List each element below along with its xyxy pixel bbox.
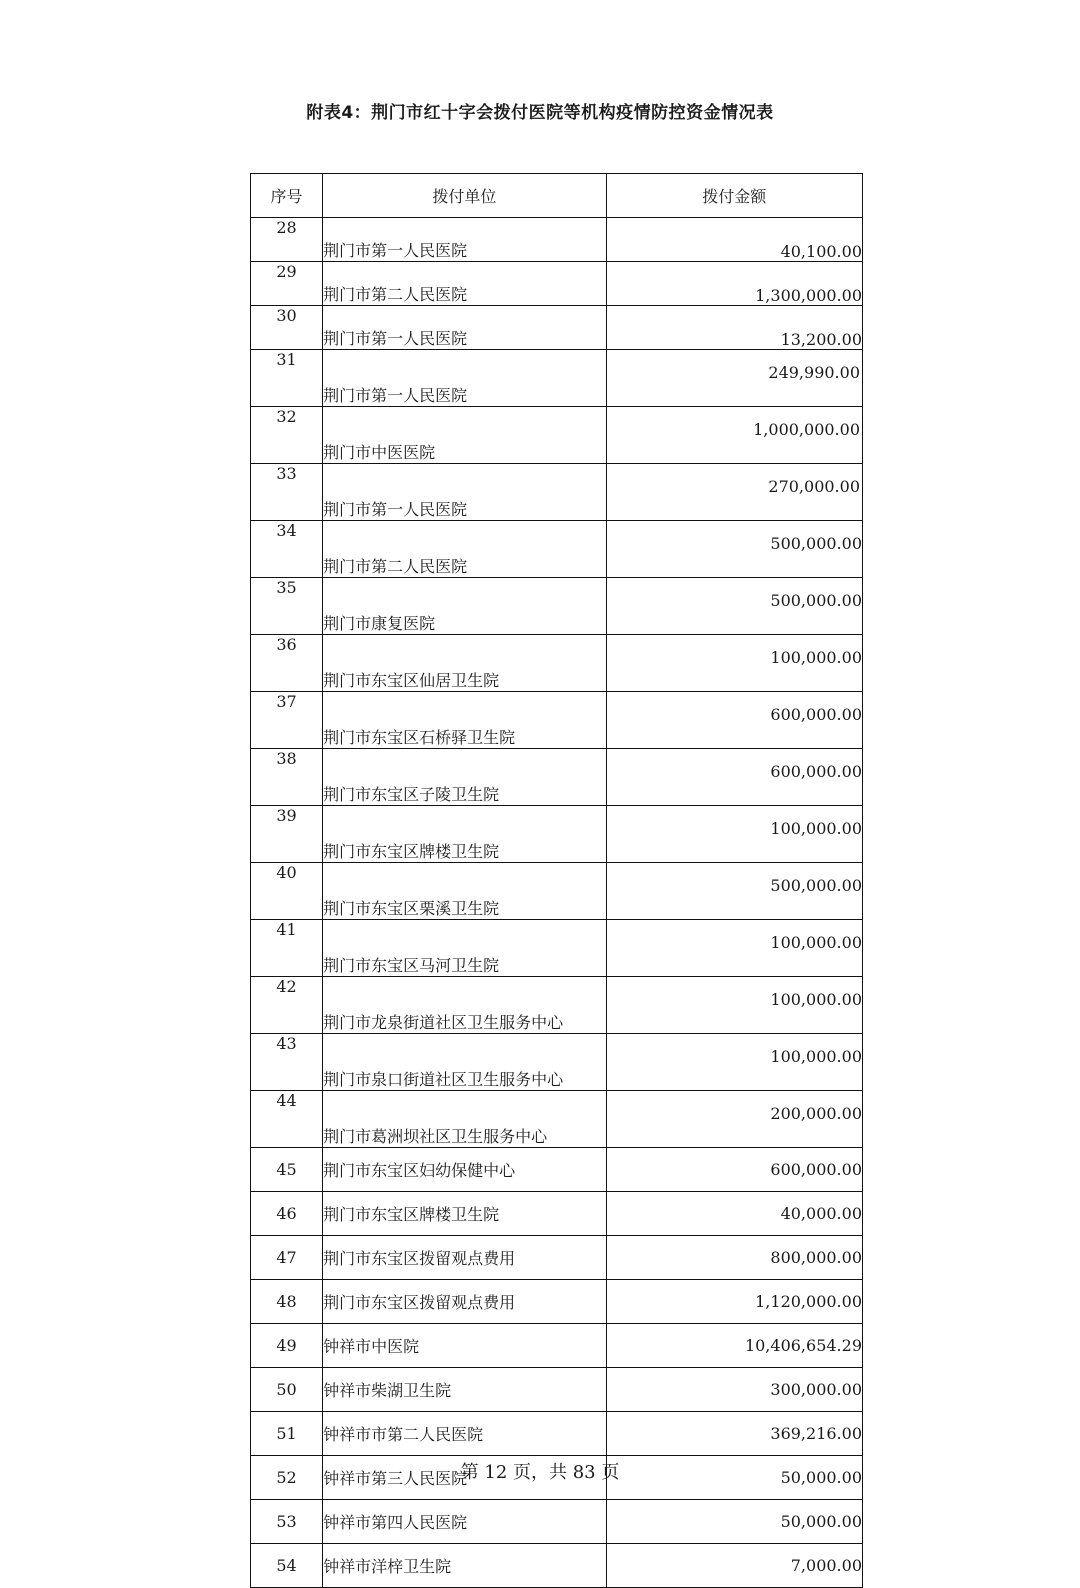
- row-amount: 40,000.00: [606, 1192, 862, 1236]
- row-seq: 37: [251, 692, 323, 749]
- row-unit: 荆门市第一人民医院: [323, 464, 606, 521]
- row-unit: 荆门市康复医院: [323, 578, 606, 635]
- row-seq: 48: [251, 1280, 323, 1324]
- table-row: [251, 863, 863, 920]
- table-row: [251, 1280, 863, 1324]
- table-row: [251, 1236, 863, 1280]
- row-unit: 荆门市第二人民医院: [323, 521, 606, 578]
- row-amount: 7,000.00: [606, 1544, 862, 1588]
- row-unit: 钟祥市柴湖卫生院: [323, 1368, 606, 1412]
- row-unit: 荆门市第一人民医院: [323, 306, 606, 350]
- row-unit: 荆门市中医医院: [323, 407, 606, 464]
- table-row: [251, 578, 863, 635]
- row-amount: 369,216.00: [606, 1412, 862, 1456]
- row-unit: 钟祥市洋梓卫生院: [323, 1544, 606, 1588]
- row-amount: 600,000.00: [606, 1148, 862, 1192]
- row-seq: 47: [251, 1236, 323, 1280]
- table-row: [251, 1500, 863, 1544]
- row-seq: 35: [251, 578, 323, 635]
- row-amount: 100,000.00: [606, 920, 862, 977]
- table-row: [251, 1368, 863, 1412]
- row-amount: 100,000.00: [606, 635, 862, 692]
- table-row: [251, 692, 863, 749]
- row-unit: 钟祥市第三人民医院: [323, 1456, 606, 1500]
- table-row: [251, 464, 863, 521]
- row-amount: 100,000.00: [606, 977, 862, 1034]
- row-unit: 荆门市第一人民医院: [323, 218, 606, 262]
- table-row: [251, 262, 863, 306]
- row-seq: 51: [251, 1412, 323, 1456]
- table-row: [251, 350, 863, 407]
- row-amount: 1,300,000.00: [606, 262, 862, 306]
- row-seq: 46: [251, 1192, 323, 1236]
- row-amount: 500,000.00: [606, 863, 862, 920]
- row-seq: 42: [251, 977, 323, 1034]
- row-unit: 荆门市东宝区牌楼卫生院: [323, 806, 606, 863]
- row-seq: 29: [251, 262, 323, 306]
- row-unit: 荆门市东宝区拨留观点费用: [323, 1236, 606, 1280]
- row-unit: 荆门市第二人民医院: [323, 262, 606, 306]
- row-seq: 45: [251, 1148, 323, 1192]
- row-seq: 40: [251, 863, 323, 920]
- row-amount: 50,000.00: [606, 1500, 862, 1544]
- header-seq: 序号: [251, 174, 323, 218]
- row-amount: 100,000.00: [606, 806, 862, 863]
- row-amount: 40,100.00: [606, 218, 862, 262]
- table-row: [251, 977, 863, 1034]
- row-seq: 49: [251, 1324, 323, 1368]
- table-row: [251, 920, 863, 977]
- row-amount: 1,000,000.00: [606, 407, 862, 464]
- table-row: [251, 1148, 863, 1192]
- table-row: [251, 1091, 863, 1148]
- row-unit: 钟祥市第四人民医院: [323, 1500, 606, 1544]
- table-row: [251, 806, 863, 863]
- row-unit: 荆门市第一人民医院: [323, 350, 606, 407]
- row-unit: 荆门市东宝区栗溪卫生院: [323, 863, 606, 920]
- row-seq: 31: [251, 350, 323, 407]
- row-unit: 荆门市龙泉街道社区卫生服务中心: [323, 977, 606, 1034]
- table-row: [251, 635, 863, 692]
- row-amount: 200,000.00: [606, 1091, 862, 1148]
- table-row: [251, 749, 863, 806]
- row-amount: 249,990.00: [606, 350, 862, 407]
- header-unit: 拨付单位: [323, 174, 606, 218]
- page-title: 附表4：荆门市红十字会拨付医院等机构疫情防控资金情况表: [306, 103, 774, 123]
- row-unit: 荆门市东宝区牌楼卫生院: [323, 1192, 606, 1236]
- row-seq: 30: [251, 306, 323, 350]
- row-amount: 800,000.00: [606, 1236, 862, 1280]
- row-unit: 荆门市东宝区妇幼保健中心: [323, 1148, 606, 1192]
- row-unit: 荆门市东宝区马河卫生院: [323, 920, 606, 977]
- row-seq: 32: [251, 407, 323, 464]
- table-row: [251, 1192, 863, 1236]
- table-row: [251, 1034, 863, 1091]
- table-row: [251, 218, 863, 262]
- row-unit: 荆门市东宝区仙居卫生院: [323, 635, 606, 692]
- row-seq: 34: [251, 521, 323, 578]
- row-amount: 600,000.00: [606, 749, 862, 806]
- table-row: [251, 306, 863, 350]
- row-unit: 荆门市葛洲坝社区卫生服务中心: [323, 1091, 606, 1148]
- row-amount: 500,000.00: [606, 578, 862, 635]
- row-seq: 41: [251, 920, 323, 977]
- row-unit: 荆门市东宝区石桥驿卫生院: [323, 692, 606, 749]
- row-amount: 270,000.00: [606, 464, 862, 521]
- row-seq: 36: [251, 635, 323, 692]
- row-seq: 54: [251, 1544, 323, 1588]
- table-row: [251, 521, 863, 578]
- page-footer: 第 12 页，共 83 页: [460, 1462, 620, 1483]
- header-amount: 拨付金额: [606, 174, 862, 218]
- table-row: [251, 1544, 863, 1588]
- row-seq: 50: [251, 1368, 323, 1412]
- row-amount: 50,000.00: [606, 1456, 862, 1500]
- row-seq: 52: [251, 1456, 323, 1500]
- row-amount: 300,000.00: [606, 1368, 862, 1412]
- row-amount: 10,406,654.29: [606, 1324, 862, 1368]
- row-seq: 38: [251, 749, 323, 806]
- row-amount: 100,000.00: [606, 1034, 862, 1091]
- row-unit: 荆门市东宝区子陵卫生院: [323, 749, 606, 806]
- table-row: [251, 407, 863, 464]
- row-amount: 13,200.00: [606, 306, 862, 350]
- row-seq: 33: [251, 464, 323, 521]
- row-seq: 43: [251, 1034, 323, 1091]
- table-row: [251, 1412, 863, 1456]
- row-seq: 44: [251, 1091, 323, 1148]
- row-seq: 28: [251, 218, 323, 262]
- row-seq: 53: [251, 1500, 323, 1544]
- row-amount: 600,000.00: [606, 692, 862, 749]
- funding-table: [250, 173, 863, 1588]
- table-row: [251, 1324, 863, 1368]
- row-unit: 钟祥市市第二人民医院: [323, 1412, 606, 1456]
- row-unit: 荆门市泉口街道社区卫生服务中心: [323, 1034, 606, 1091]
- row-unit: 荆门市东宝区拨留观点费用: [323, 1280, 606, 1324]
- table-header-row: [251, 174, 863, 218]
- row-amount: 1,120,000.00: [606, 1280, 862, 1324]
- row-seq: 39: [251, 806, 323, 863]
- row-amount: 500,000.00: [606, 521, 862, 578]
- row-unit: 钟祥市中医院: [323, 1324, 606, 1368]
